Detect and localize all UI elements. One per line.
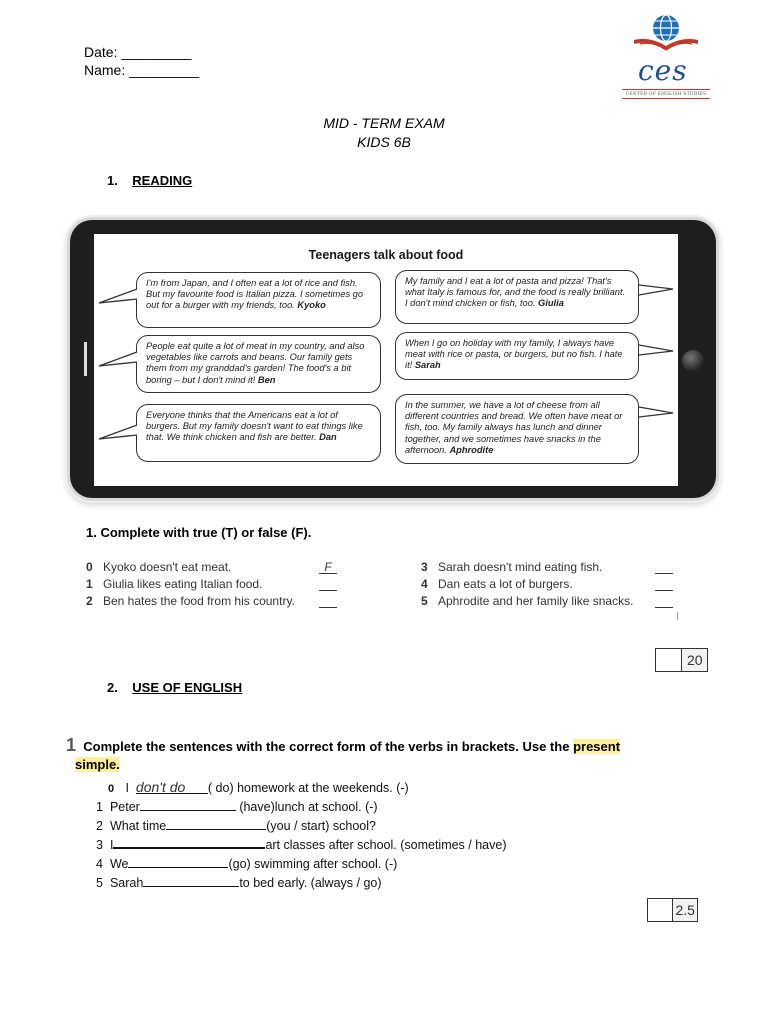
sentence-number: 2 [96,819,103,833]
item-number: 0 [86,560,93,574]
tf-answer-blank[interactable] [655,561,673,574]
section-label: READING [132,173,193,188]
sentence-before: We [109,857,129,871]
tf-item [421,559,602,576]
score-box-use-of-english [647,898,698,922]
tablet-home-button [682,350,704,372]
speech-bubble-ben [136,335,381,393]
item-text: Aphrodite and her family like snacks. [438,594,634,608]
sentence-after: (have)lunch at school. (-) [235,800,378,814]
section-label: USE OF ENGLISH [132,680,243,695]
bubble-text: In the summer, we have a lot of cheese from all different countries and bread. We often have meat or fish, too. My family always has lunch and dinner together, and we sometimes have snacks in the afternoon. [405,400,623,455]
bubble-speaker: Ben [257,374,276,385]
bubble-speaker: Aphrodite [449,444,494,455]
sentence-number: 1 [96,800,103,814]
section-number: 1. [107,173,118,188]
name-field-label: Name: _________ [84,62,200,78]
tf-answer-blank[interactable] [655,595,673,608]
sentence-before: Sarah [109,876,144,890]
item-number: 3 [421,560,428,574]
exercise-instruction: Complete the sentences with the correct form of the verbs in brackets. Use the [83,739,574,754]
item-number: 5 [421,594,428,608]
bubble-tail [639,405,675,425]
answer-blank[interactable] [128,855,228,868]
ces-logo [620,10,712,100]
bubble-tail [97,423,137,443]
bubble-tail [97,350,137,370]
sentence-number: 5 [96,876,103,890]
reading-title: Teenagers talk about food [308,248,464,262]
example-answer: don't do [135,779,186,795]
score-total: 20 [682,649,707,671]
item-number: 1 [86,577,93,591]
bubble-tail [639,283,675,303]
item-number: 4 [421,577,428,591]
sentence-subject: I [125,781,129,795]
globe-book-icon [620,10,712,56]
sentence-number: 4 [96,857,103,871]
bubble-text: When I go on holiday with my family, I always have meat with rice or pasta, or burgers, but no fish. I hate it! [405,338,623,371]
bubble-tail [97,287,137,307]
sentence-line [85,798,378,816]
logo-subtitle: CENTER OF ENGLISH STUDIES [625,92,707,97]
bubble-text: I'm from Japan, and I often eat a lot of rice and fish. But my favourite food is Italian pizza. I sometimes go out for a burger with my friends, too. [146,278,364,311]
logo-divider [622,98,710,99]
speech-bubble-giulia [395,270,639,324]
speech-bubble-dan [136,404,381,462]
bubble-speaker: Sarah [414,360,441,371]
score-total: 2.5 [673,899,697,921]
sentence-after: (go) swimming after school. (-) [228,857,398,871]
answer-blank[interactable] [143,874,239,887]
exercise2-heading [66,736,666,756]
bubble-speaker: Kyoko [297,300,326,311]
answer-blank[interactable] [166,817,266,830]
sentence-line [85,817,376,835]
score-empty-cell[interactable] [648,899,673,921]
sentence-after: to bed early. (always / go) [239,876,382,890]
answer-blank[interactable] [140,798,236,811]
item-text: Ben hates the food from his country. [103,594,295,608]
tf-answer-blank[interactable] [319,595,337,608]
speech-bubble-sarah [395,332,639,380]
date-field-label: Date: _________ [84,44,192,60]
sentence-before: What time [109,819,167,833]
bubble-speaker: Giulia [538,298,564,309]
tf-answer-blank[interactable] [319,578,337,591]
tf-answer-blank[interactable] [655,578,673,591]
sentence-example [108,778,409,798]
section-reading-heading [107,173,192,188]
tf-answer-blank[interactable]: F [319,561,337,574]
bubble-speaker: Dan [319,432,337,443]
exercise-number: 1 [66,735,77,755]
exam-subtitle: KIDS 6B [357,134,411,150]
reading-screen [94,234,678,486]
answer-blank[interactable] [113,836,265,849]
bubble-text: People eat quite a lot of meat in my country, and also vegetables like carrots and beans. Our family gets them from my granddad's garden! The food's a bit boring – but I don't mind it! [146,341,365,385]
score-empty-cell[interactable] [656,649,682,671]
bubble-text: My family and I eat a lot of pasta and pizza! That's what Italy is famous for, and the food is really brilliant. I don't mind chicken or fish, too. [405,276,626,309]
item-text: Sarah doesn't mind eating fish. [438,560,603,574]
tf-item [86,559,231,576]
section-number: 2. [107,680,118,695]
exercise1-heading: 1. Complete with true (T) or false (F). [86,525,312,540]
tf-item [421,593,633,610]
tf-item [86,593,295,610]
logo-divider [622,89,710,90]
speech-bubble-aphrodite [395,394,639,464]
item-text: Dan eats a lot of burgers. [438,577,573,591]
sentence-after: art classes after school. (sometimes / have) [265,838,507,852]
sentence-line [85,836,507,854]
bubble-tail [639,343,675,363]
exam-title: MID - TERM EXAM [323,115,445,131]
speech-bubble-kyoko [136,272,381,328]
logo-wordmark: ces [638,54,688,87]
sentence-line [85,874,382,892]
tablet-side-button [84,342,87,376]
answer-blank[interactable] [136,778,208,794]
highlighted-text: present [573,739,621,754]
item-text: Giulia likes eating Italian food. [103,577,263,591]
tablet-frame [70,220,716,498]
tf-item [421,576,573,593]
score-box-reading [655,648,708,672]
sentence-number: 3 [96,838,103,852]
exercise2-heading-cont [75,757,120,772]
sentence-before: I [109,838,114,852]
tf-item [86,576,262,593]
sentence-rest: ( do) homework at the weekends. (-) [207,781,409,795]
sentence-number: 0 [108,783,115,795]
highlighted-text: simple. [75,757,120,772]
sentence-after: (you / start) school? [266,819,376,833]
bubble-text: Everyone thinks that the Americans eat a lot of burgers. But my family doesn't want to eat things like that. We think chicken and fish are better. [146,410,363,443]
item-text: Kyoko doesn't eat meat. [103,560,232,574]
section-use-of-english-heading [107,680,242,695]
item-number: 2 [86,594,93,608]
divider-mark [677,612,678,620]
sentence-line [85,855,397,873]
sentence-before: Peter [109,800,140,814]
